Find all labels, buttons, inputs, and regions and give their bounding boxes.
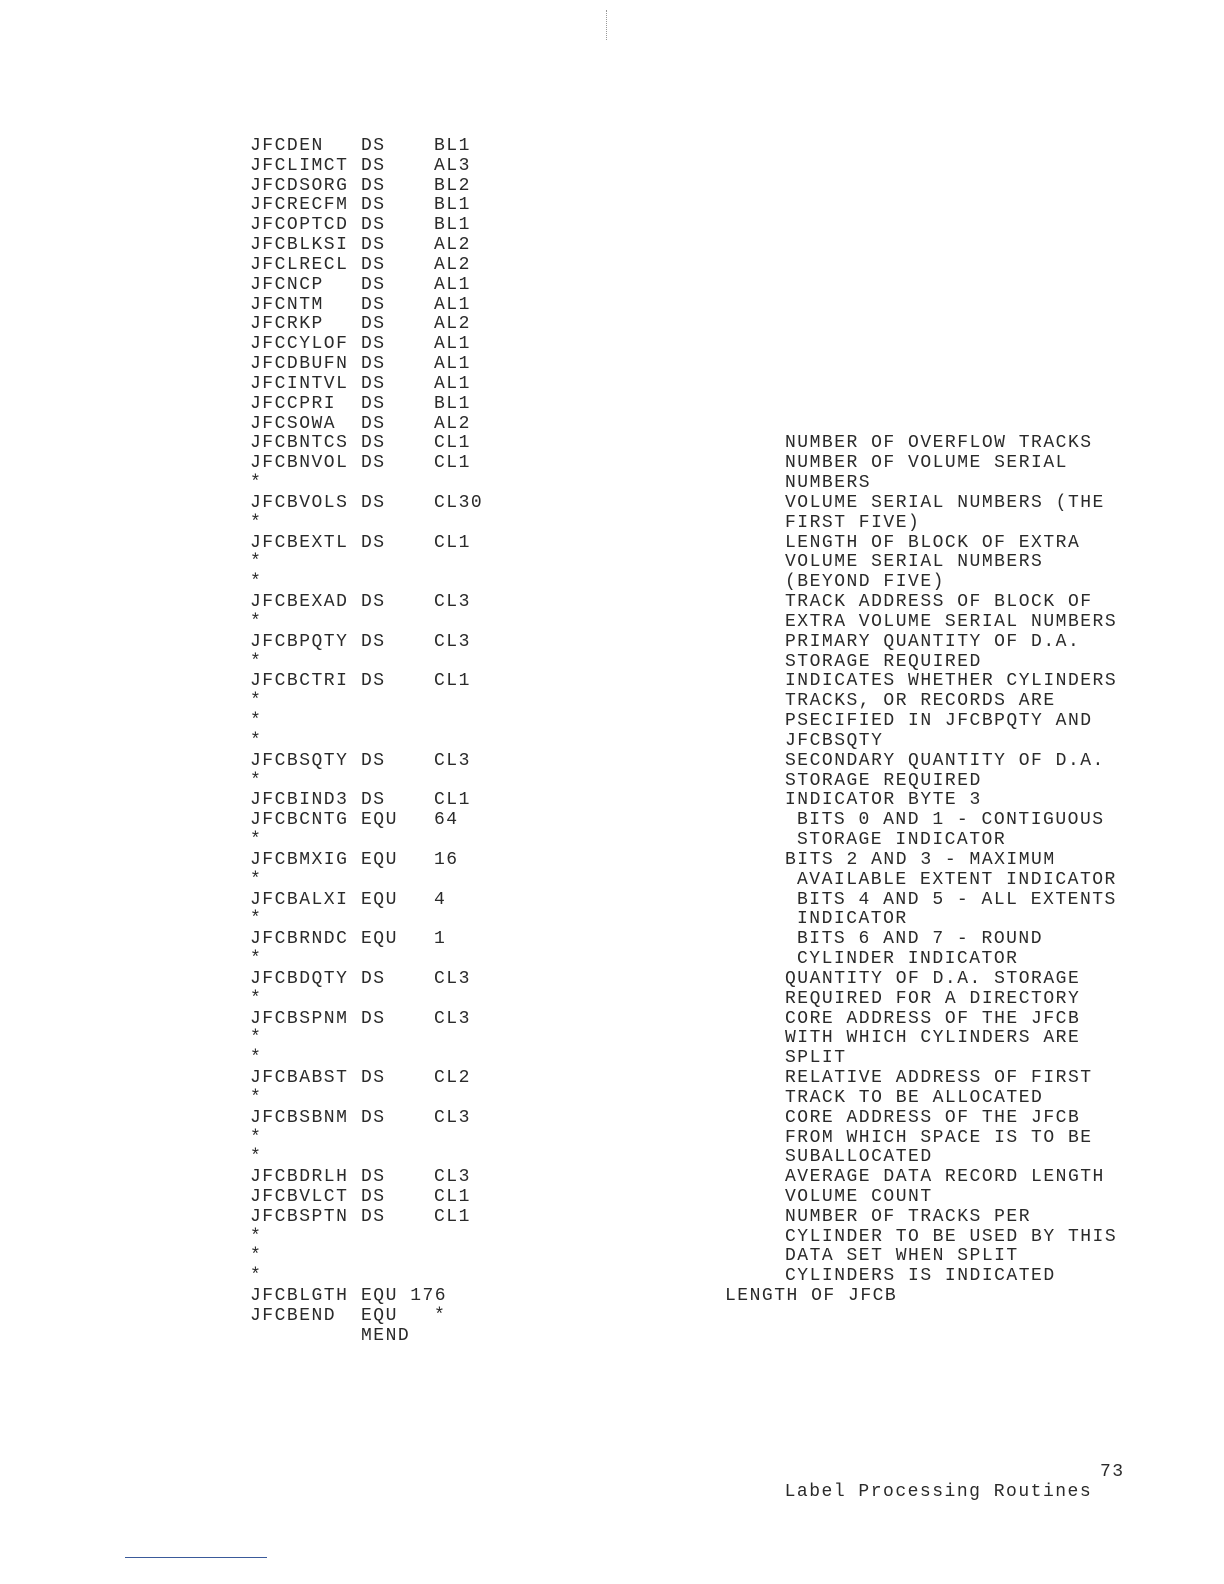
listing-line <box>0 473 1224 493</box>
listing-line <box>0 552 1224 572</box>
listing-comment: NUMBERS <box>785 473 872 494</box>
listing-comment: WITH WHICH CYLINDERS ARE <box>785 1028 1081 1049</box>
listing-operand: CL2 <box>434 1068 471 1088</box>
listing-label: JFCRKP <box>250 314 324 335</box>
listing-label: JFCBEXTL <box>250 532 349 553</box>
listing-label: JFCBSBNM <box>250 1107 349 1128</box>
listing-comment: BITS 0 AND 1 - CONTIGUOUS <box>797 810 1105 831</box>
listing-label: * <box>250 473 263 494</box>
listing-label: JFCINTVL <box>250 373 349 394</box>
listing-op: DS <box>361 175 386 196</box>
listing-line <box>0 1266 1224 1286</box>
listing-op: DS <box>361 631 386 652</box>
listing-label: * <box>250 770 263 791</box>
listing-op: DS <box>361 254 386 275</box>
listing-label: JFCBNVOL <box>250 453 349 474</box>
listing-op: DS <box>361 314 386 335</box>
listing-operand: BL1 <box>434 393 471 414</box>
page-footer <box>760 1462 1125 1522</box>
listing-label: JFCBDRLH <box>250 1167 349 1188</box>
listing-comment: BITS 2 AND 3 - MAXIMUM <box>785 849 1056 870</box>
listing-line <box>0 989 1224 1009</box>
listing-label: JFCBNTCS <box>250 433 349 454</box>
listing-line <box>0 1108 1224 1128</box>
listing-op: DS <box>361 1186 386 1207</box>
listing-op: DS <box>361 235 386 256</box>
listing-op: DS <box>361 155 386 176</box>
listing-line <box>0 1088 1224 1108</box>
listing-line <box>0 433 1224 453</box>
listing-line <box>0 1009 1224 1029</box>
listing-operand: * <box>434 1305 447 1326</box>
listing-op: EQU <box>361 810 398 831</box>
listing-line <box>0 612 1224 632</box>
listing-label: * <box>250 830 263 851</box>
listing-operand: BL2 <box>434 175 471 196</box>
listing-line <box>0 1068 1224 1088</box>
listing-label: JFCBMXIG <box>250 849 349 870</box>
listing-operand: CL3 <box>434 1107 471 1128</box>
listing-comment: STORAGE REQUIRED <box>785 770 982 791</box>
listing-op: MEND <box>361 1325 411 1346</box>
listing-comment: BITS 6 AND 7 - ROUND <box>797 929 1044 950</box>
listing-operand: AL1 <box>434 274 471 295</box>
listing-comment: FIRST FIVE) <box>785 512 921 533</box>
listing-line <box>0 1167 1224 1187</box>
listing-line <box>0 790 1224 810</box>
listing-line <box>0 136 1224 156</box>
listing-operand: CL3 <box>434 1167 471 1188</box>
listing-label: * <box>250 512 263 533</box>
listing-line <box>0 1326 1224 1346</box>
listing-line <box>0 235 1224 255</box>
listing-operand: AL2 <box>434 235 471 256</box>
listing-comment: SPLIT <box>785 1048 847 1069</box>
listing-operand: CL1 <box>434 790 471 811</box>
listing-op: DS <box>361 1008 386 1029</box>
listing-label: * <box>250 1266 263 1287</box>
listing-label: * <box>250 711 263 732</box>
listing-operand: CL1 <box>434 433 471 454</box>
listing-line <box>0 1048 1224 1068</box>
listing-label: JFCBEXAD <box>250 592 349 613</box>
listing-operand: CL1 <box>434 453 471 474</box>
listing-comment: VOLUME SERIAL NUMBERS <box>785 552 1044 573</box>
listing-line <box>0 929 1224 949</box>
listing-label: JFCOPTCD <box>250 215 349 236</box>
listing-line <box>0 909 1224 929</box>
listing-line <box>0 592 1224 612</box>
listing-operand: CL3 <box>434 631 471 652</box>
listing-label: * <box>250 1127 263 1148</box>
listing-label: JFCBPQTY <box>250 631 349 652</box>
listing-label: * <box>250 651 263 672</box>
listing-op: EQU <box>361 1305 398 1326</box>
listing-comment: LENGTH OF BLOCK OF EXTRA <box>785 532 1081 553</box>
listing-line <box>0 533 1224 553</box>
listing-op: DS <box>361 136 386 156</box>
listing-comment: SECONDARY QUANTITY OF D.A. <box>785 750 1105 771</box>
listing-comment: PRIMARY QUANTITY OF D.A. <box>785 631 1081 652</box>
listing-operand: AL2 <box>434 413 471 434</box>
listing-operand: CL3 <box>434 968 471 989</box>
listing-operand: CL30 <box>434 492 484 513</box>
listing-operand: 16 <box>434 849 459 870</box>
listing-operand: CL1 <box>434 1186 471 1207</box>
listing-op: EQU <box>361 929 398 950</box>
listing-line <box>0 751 1224 771</box>
listing-comment: VOLUME SERIAL NUMBERS (THE <box>785 492 1105 513</box>
footnote-rule <box>125 1557 267 1558</box>
listing-label: JFCBIND3 <box>250 790 349 811</box>
listing-op: DS <box>361 1206 386 1227</box>
listing-op: DS <box>361 492 386 513</box>
listing-label: JFCBEND <box>250 1305 337 1326</box>
listing-comment: (BEYOND FIVE) <box>785 572 945 593</box>
listing-label: JFCCPRI <box>250 393 337 414</box>
listing-label: JFCBDQTY <box>250 968 349 989</box>
listing-op: DS <box>361 790 386 811</box>
listing-comment: INDICATES WHETHER CYLINDERS <box>785 671 1118 692</box>
listing-line <box>0 969 1224 989</box>
listing-line <box>0 195 1224 215</box>
listing-line <box>0 493 1224 513</box>
listing-op: DS <box>361 413 386 434</box>
listing-comment: QUANTITY OF D.A. STORAGE <box>785 968 1081 989</box>
listing-operand: BL1 <box>434 136 471 156</box>
listing-comment: INDICATOR BYTE 3 <box>785 790 982 811</box>
listing-label: JFCBLGTH <box>250 1286 349 1307</box>
listing-comment: JFCBSQTY <box>785 730 884 751</box>
listing-line <box>0 1306 1224 1326</box>
listing-comment: EXTRA VOLUME SERIAL NUMBERS <box>785 611 1118 632</box>
listing-label: * <box>250 1147 263 1168</box>
listing-line <box>0 711 1224 731</box>
listing-label: JFCNTM <box>250 294 324 315</box>
listing-label: JFCLIMCT <box>250 155 349 176</box>
listing-label: * <box>250 909 263 930</box>
listing-op: DS <box>361 532 386 553</box>
listing-label: JFCBSPTN <box>250 1206 349 1227</box>
listing-line <box>0 731 1224 751</box>
listing-label: JFCBSQTY <box>250 750 349 771</box>
listing-label: * <box>250 1226 263 1247</box>
listing-comment: CYLINDER INDICATOR <box>797 949 1019 970</box>
listing-comment: NUMBER OF OVERFLOW TRACKS <box>785 433 1093 454</box>
listing-label: JFCBVLCT <box>250 1186 349 1207</box>
listing-line <box>0 513 1224 533</box>
listing-op: DS <box>361 1068 386 1088</box>
listing-op: DS <box>361 671 386 692</box>
listing-label: * <box>250 949 263 970</box>
listing-label: JFCRECFM <box>250 195 349 216</box>
listing-label: * <box>250 572 263 593</box>
listing-label: * <box>250 611 263 632</box>
listing-op: DS <box>361 215 386 236</box>
listing-line <box>0 1246 1224 1266</box>
listing-op: DS <box>361 433 386 454</box>
listing-line <box>0 394 1224 414</box>
listing-line <box>0 1147 1224 1167</box>
listing-operand: BL1 <box>434 215 471 236</box>
listing-op: DS <box>361 195 386 216</box>
listing-op: DS <box>361 274 386 295</box>
listing-line <box>0 414 1224 434</box>
listing-line <box>0 671 1224 691</box>
listing-comment: CYLINDERS IS INDICATED <box>785 1266 1056 1287</box>
listing-op: EQU <box>361 889 398 910</box>
listing-operand: CL1 <box>434 671 471 692</box>
listing-line <box>0 275 1224 295</box>
listing-line <box>0 295 1224 315</box>
listing-label: JFCDEN <box>250 136 324 156</box>
listing-comment: VOLUME COUNT <box>785 1186 933 1207</box>
listing-operand: BL1 <box>434 195 471 216</box>
listing-operand: 4 <box>434 889 447 910</box>
listing-comment: TRACKS, OR RECORDS ARE <box>785 691 1056 712</box>
listing-label: JFCSOWA <box>250 413 337 434</box>
listing-label: JFCBRNDC <box>250 929 349 950</box>
listing-label: JFCLRECL <box>250 254 349 275</box>
listing-comment: CORE ADDRESS OF THE JFCB <box>785 1008 1081 1029</box>
listing-label: * <box>250 988 263 1009</box>
listing-comment: CYLINDER TO BE USED BY THIS <box>785 1226 1118 1247</box>
footer-title: Label Processing Routines <box>784 1482 1093 1502</box>
listing-label: JFCBCNTG <box>250 810 349 831</box>
listing-line <box>0 870 1224 890</box>
listing-label: * <box>250 869 263 890</box>
page-number: 73 <box>1100 1462 1125 1482</box>
listing-label: JFCBSPNM <box>250 1008 349 1029</box>
listing-line <box>0 1227 1224 1247</box>
listing-line <box>0 1286 1224 1306</box>
listing-comment: DATA SET WHEN SPLIT <box>785 1246 1019 1267</box>
listing-op: DS <box>361 592 386 613</box>
listing-line <box>0 949 1224 969</box>
listing-comment: REQUIRED FOR A DIRECTORY <box>785 988 1081 1009</box>
listing-line <box>0 1207 1224 1227</box>
listing-line <box>0 156 1224 176</box>
listing-label: JFCDBUFN <box>250 354 349 375</box>
listing-op: DS <box>361 1167 386 1188</box>
listing-line <box>0 176 1224 196</box>
listing-label: JFCBVOLS <box>250 492 349 513</box>
listing-operand: CL3 <box>434 750 471 771</box>
listing-label: * <box>250 1087 263 1108</box>
listing-line <box>0 374 1224 394</box>
listing-line <box>0 691 1224 711</box>
listing-label: JFCBCTRI <box>250 671 349 692</box>
listing-comment: BITS 4 AND 5 - ALL EXTENTS <box>797 889 1117 910</box>
listing-operand: CL1 <box>434 532 471 553</box>
listing-label: * <box>250 552 263 573</box>
listing-operand: CL3 <box>434 592 471 613</box>
scan-mark <box>606 10 608 40</box>
listing-line <box>0 890 1224 910</box>
listing-label: JFCCYLOF <box>250 334 349 355</box>
listing-line <box>0 810 1224 830</box>
listing-comment: LENGTH OF JFCB <box>725 1286 898 1307</box>
listing-line <box>0 1128 1224 1148</box>
listing-line <box>0 632 1224 652</box>
listing-comment: STORAGE INDICATOR <box>797 830 1007 851</box>
listing-op: DS <box>361 334 386 355</box>
listing-operand: AL2 <box>434 254 471 275</box>
listing-label: * <box>250 1048 263 1069</box>
listing-label: JFCDSORG <box>250 175 349 196</box>
listing-line <box>0 314 1224 334</box>
listing-line <box>0 1028 1224 1048</box>
listing-op: DS <box>361 750 386 771</box>
listing-label: JFCNCP <box>250 274 324 295</box>
listing-comment: NUMBER OF VOLUME SERIAL <box>785 453 1068 474</box>
listing-comment: PSECIFIED IN JFCBPQTY AND <box>785 711 1093 732</box>
listing-operand: AL1 <box>434 294 471 315</box>
listing-comment: STORAGE REQUIRED <box>785 651 982 672</box>
listing-line <box>0 652 1224 672</box>
listing-line <box>0 255 1224 275</box>
listing-op: DS <box>361 453 386 474</box>
listing-comment: FROM WHICH SPACE IS TO BE <box>785 1127 1093 1148</box>
listing-comment: AVAILABLE EXTENT INDICATOR <box>797 869 1117 890</box>
listing-op: DS <box>361 294 386 315</box>
listing-label: * <box>250 730 263 751</box>
listing-label: JFCBALXI <box>250 889 349 910</box>
listing-line <box>0 771 1224 791</box>
listing-line <box>0 354 1224 374</box>
listing-op: DS <box>361 1107 386 1128</box>
listing-line <box>0 572 1224 592</box>
listing-line <box>0 453 1224 473</box>
listing-operand: CL3 <box>434 1008 471 1029</box>
listing-op: DS <box>361 968 386 989</box>
listing-line <box>0 850 1224 870</box>
listing-label: * <box>250 1028 263 1049</box>
listing-comment: AVERAGE DATA RECORD LENGTH <box>785 1167 1105 1188</box>
listing-comment: TRACK TO BE ALLOCATED <box>785 1087 1044 1108</box>
listing-comment: RELATIVE ADDRESS OF FIRST <box>785 1068 1093 1088</box>
listing-operand: AL1 <box>434 373 471 394</box>
listing-operand: AL1 <box>434 334 471 355</box>
listing-operand: AL3 <box>434 155 471 176</box>
listing-comment: NUMBER OF TRACKS PER <box>785 1206 1032 1227</box>
listing-op: DS <box>361 393 386 414</box>
listing-line <box>0 830 1224 850</box>
listing-op: EQU 176 <box>361 1286 448 1307</box>
listing-operand: AL1 <box>434 354 471 375</box>
listing-operand: 1 <box>434 929 447 950</box>
listing-label: JFCBLKSI <box>250 235 349 256</box>
listing-operand: CL1 <box>434 1206 471 1227</box>
listing-op: DS <box>361 373 386 394</box>
listing-comment: SUBALLOCATED <box>785 1147 933 1168</box>
listing-label: JFCBABST <box>250 1068 349 1088</box>
listing-line <box>0 215 1224 235</box>
listing-label: * <box>250 691 263 712</box>
listing-label: * <box>250 1246 263 1267</box>
listing-line <box>0 334 1224 354</box>
listing-op: DS <box>361 354 386 375</box>
listing-line <box>0 1187 1224 1207</box>
listing-operand: AL2 <box>434 314 471 335</box>
listing-comment: TRACK ADDRESS OF BLOCK OF <box>785 592 1093 613</box>
listing-comment: INDICATOR <box>797 909 908 930</box>
listing-op: EQU <box>361 849 398 870</box>
listing-comment: CORE ADDRESS OF THE JFCB <box>785 1107 1081 1128</box>
listing-operand: 64 <box>434 810 459 831</box>
